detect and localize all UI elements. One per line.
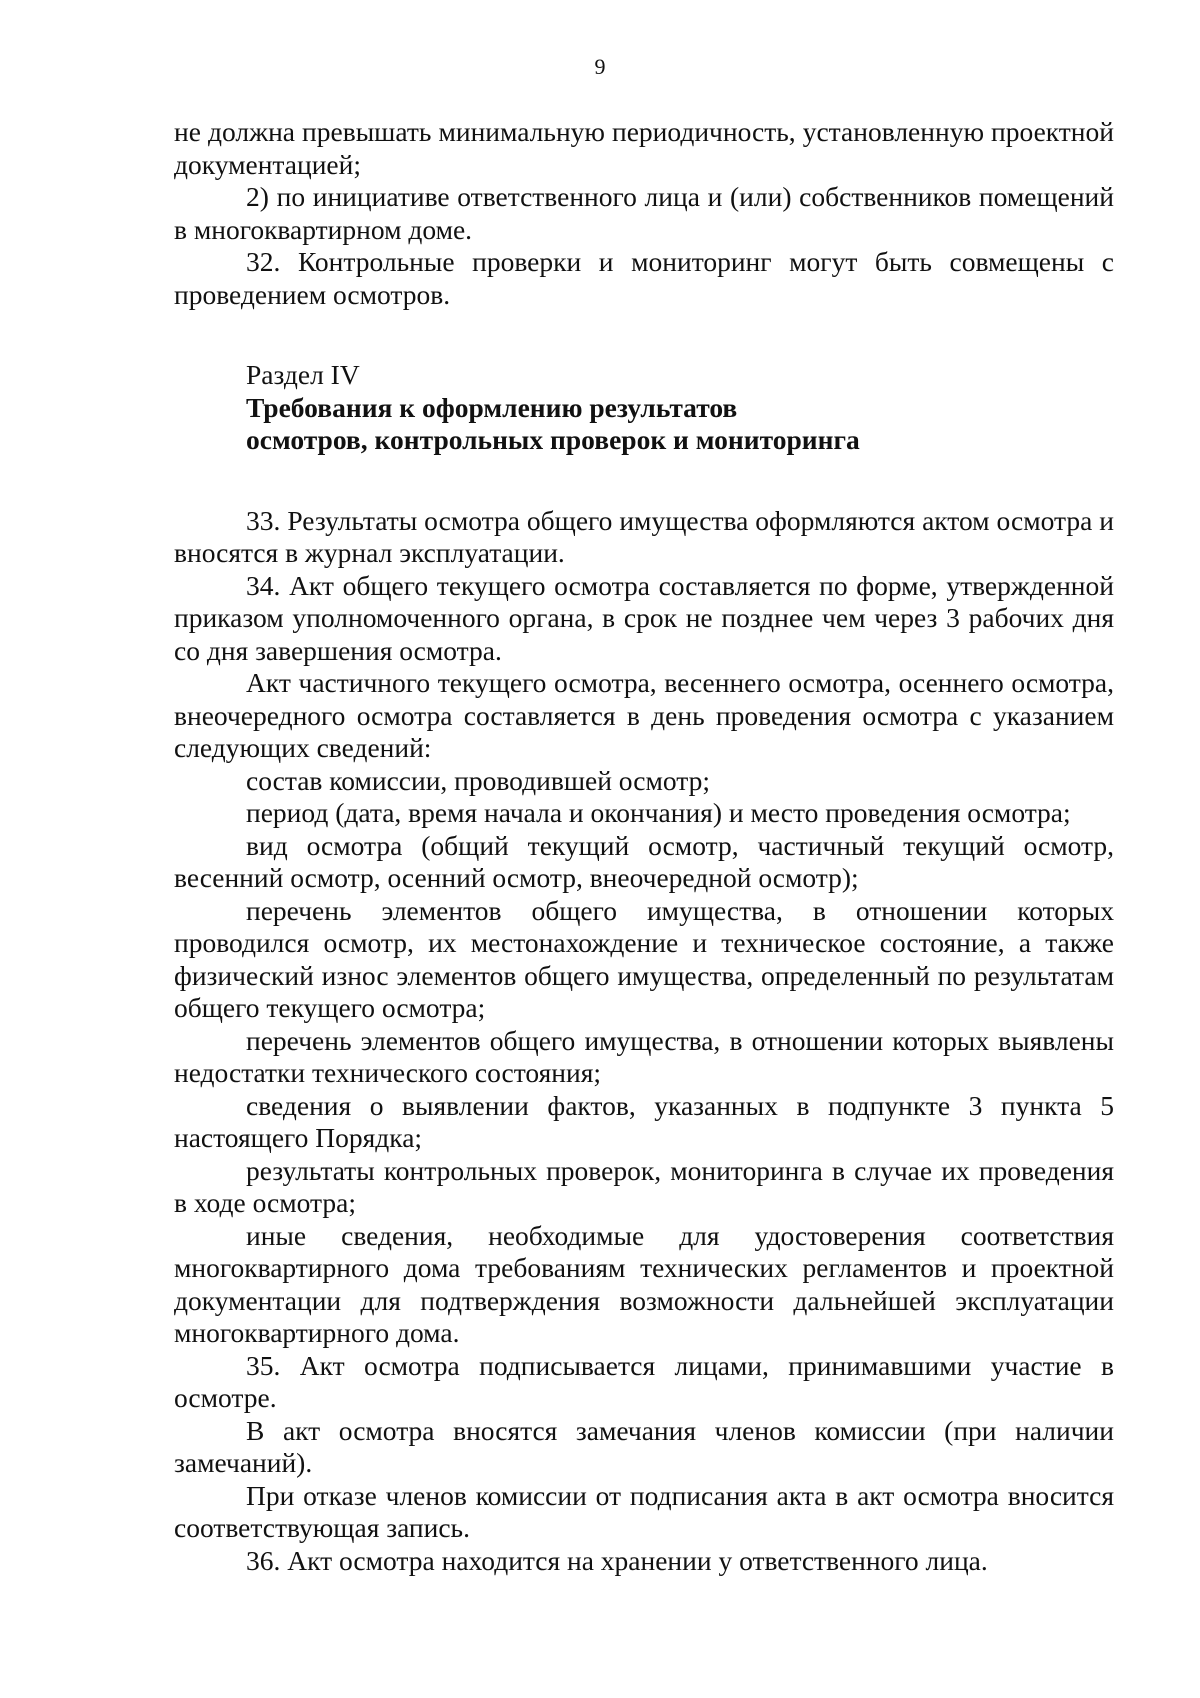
section-title-line1: Требования к оформлению результатов (246, 391, 738, 423)
document-body (174, 116, 1114, 1577)
list-item-check-results: результаты контрольных проверок, мониторинга в случае их проведения в ходе осмотра; (174, 1154, 1114, 1218)
paragraph-partial-inspection-act: Акт частичного текущего осмотра, весеннего осмотра, осеннего осмотра, внеочередного осмотра составляется в день проведения осмотра с указанием следующих сведений: (174, 667, 1114, 763)
paragraph-33: 33. Результаты осмотра общего имущества оформляются актом осмотра и вносятся в журнал эксплуатации. (174, 504, 1114, 568)
section-heading (174, 359, 1114, 457)
section-label: Раздел IV (246, 359, 360, 390)
list-item-other-info: иные сведения, необходимые для удостоверения соответствия многоквартирного дома требованиям технических регламентов и проектной документации для подтверждения возможности дальнейшей эксплуатации многоквартирного дома. (174, 1219, 1114, 1348)
paragraph-subitem-2: 2) по инициативе ответственного лица и (или) собственников помещений в многоквартирном доме. (174, 181, 1114, 245)
list-item-elements-inspected: перечень элементов общего имущества, в отношении которых проводился осмотр, их местонахождение и техническое состояние, а также физический износ элементов общего имущества, определенный по результатам общего текущего осмотра; (174, 894, 1114, 1023)
paragraph-refusal: При отказе членов комиссии от подписания акта в акт осмотра вносится соответствующая запись. (174, 1479, 1114, 1543)
list-item-elements-defects: перечень элементов общего имущества, в отношении которых выявлены недостатки технического состояния; (174, 1024, 1114, 1088)
paragraph-32: 32. Контрольные проверки и мониторинг могут быть совмещены с проведением осмотров. (174, 246, 1114, 310)
paragraph-35: 35. Акт осмотра подписывается лицами, принимавшими участие в осмотре. (174, 1349, 1114, 1413)
list-item-commission: состав комиссии, проводившей осмотр; (246, 764, 710, 796)
page-number: 9 (594, 54, 606, 79)
paragraph-continuation: не должна превышать минимальную периодичность, установленную проектной документацией; (174, 116, 1114, 180)
paragraph-36: 36. Акт осмотра находится на хранении у ответственного лица. (246, 1544, 988, 1576)
paragraph-34: 34. Акт общего текущего осмотра составляется по форме, утвержденной приказом уполномоченного органа, в срок не позднее чем через 3 рабочих дня со дня завершения осмотра. (174, 569, 1114, 666)
list-item-facts: сведения о выявлении фактов, указанных в подпункте 3 пункта 5 настоящего Порядка; (174, 1089, 1114, 1153)
paragraph-remarks: В акт осмотра вносятся замечания членов комиссии (при наличии замечаний). (174, 1414, 1114, 1478)
list-item-inspection-type: вид осмотра (общий текущий осмотр, частичный текущий осмотр, весенний осмотр, осенний осмотр, внеочередной осмотр); (174, 829, 1114, 893)
section-title-line2: осмотров, контрольных проверок и мониторинга (246, 424, 860, 455)
list-item-period: период (дата, время начала и окончания) и место проведения осмотра; (246, 797, 1071, 828)
